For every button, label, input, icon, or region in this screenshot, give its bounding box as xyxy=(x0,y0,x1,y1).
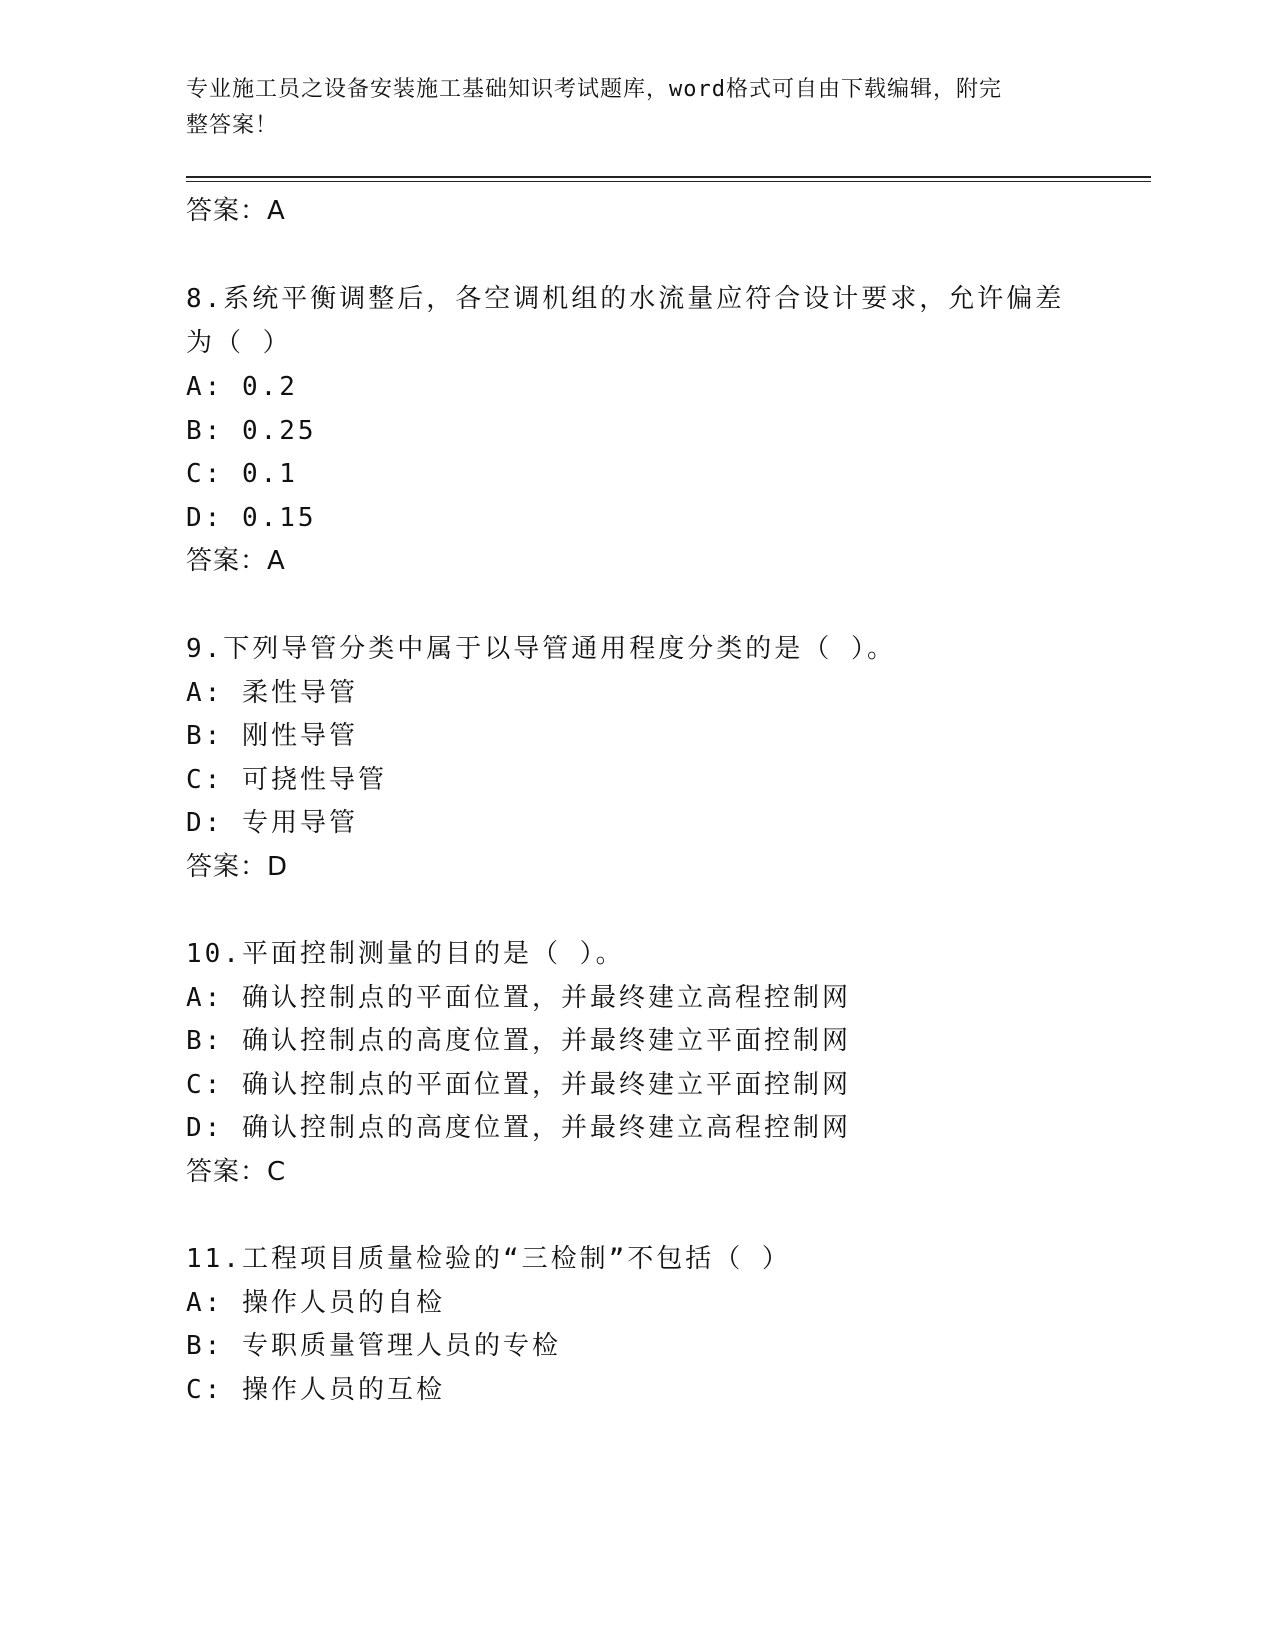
q11-option-c: C: 操作人员的互检 xyxy=(186,1375,445,1405)
q9-answer: 答案：D xyxy=(186,852,289,882)
q8-stem-line-1: 8.系统平衡调整后，各空调机组的水流量应符合设计要求，允许偏差 xyxy=(186,284,1065,314)
q11-stem: 11.工程项目质量检验的“三检制”不包括（ ） xyxy=(186,1244,791,1274)
q11-option-b: B: 专职质量管理人员的专检 xyxy=(186,1331,561,1361)
q9-stem: 9.下列导管分类中属于以导管通用程度分类的是（ ）。 xyxy=(186,634,896,664)
q8-stem-line-2: 为（ ） xyxy=(186,328,292,358)
header-line-2: 整答案！ xyxy=(186,113,279,138)
header-line-1: 专业施工员之设备安装施工基础知识考试题库，word格式可自由下载编辑，附完 xyxy=(186,77,1002,102)
q10-option-c: C: 确认控制点的平面位置，并最终建立平面控制网 xyxy=(186,1070,851,1100)
q10-answer: 答案：C xyxy=(186,1157,287,1187)
q9-option-d: D: 专用导管 xyxy=(186,808,358,838)
q10-option-b: B: 确认控制点的高度位置，并最终建立平面控制网 xyxy=(186,1026,851,1056)
q8-answer: 答案：A xyxy=(186,546,286,576)
q9-option-b: B: 刚性导管 xyxy=(186,721,358,751)
q8-option-c: C: 0.1 xyxy=(186,459,298,489)
q10-option-a: A: 确认控制点的平面位置，并最终建立高程控制网 xyxy=(186,983,851,1013)
q9-option-a: A: 柔性导管 xyxy=(186,678,358,708)
q8-option-a: A: 0.2 xyxy=(186,372,298,402)
q11-option-a: A: 操作人员的自检 xyxy=(186,1288,445,1318)
q10-option-d: D: 确认控制点的高度位置，并最终建立高程控制网 xyxy=(186,1113,851,1143)
q8-option-b: B: 0.25 xyxy=(186,416,317,446)
header-divider xyxy=(186,176,1151,182)
previous-answer: 答案：A xyxy=(186,196,286,226)
q9-option-c: C: 可挠性导管 xyxy=(186,765,387,795)
q8-option-d: D: 0.15 xyxy=(186,503,317,533)
q10-stem: 10.平面控制测量的目的是（ ）。 xyxy=(186,939,625,969)
document-header xyxy=(186,72,1066,144)
